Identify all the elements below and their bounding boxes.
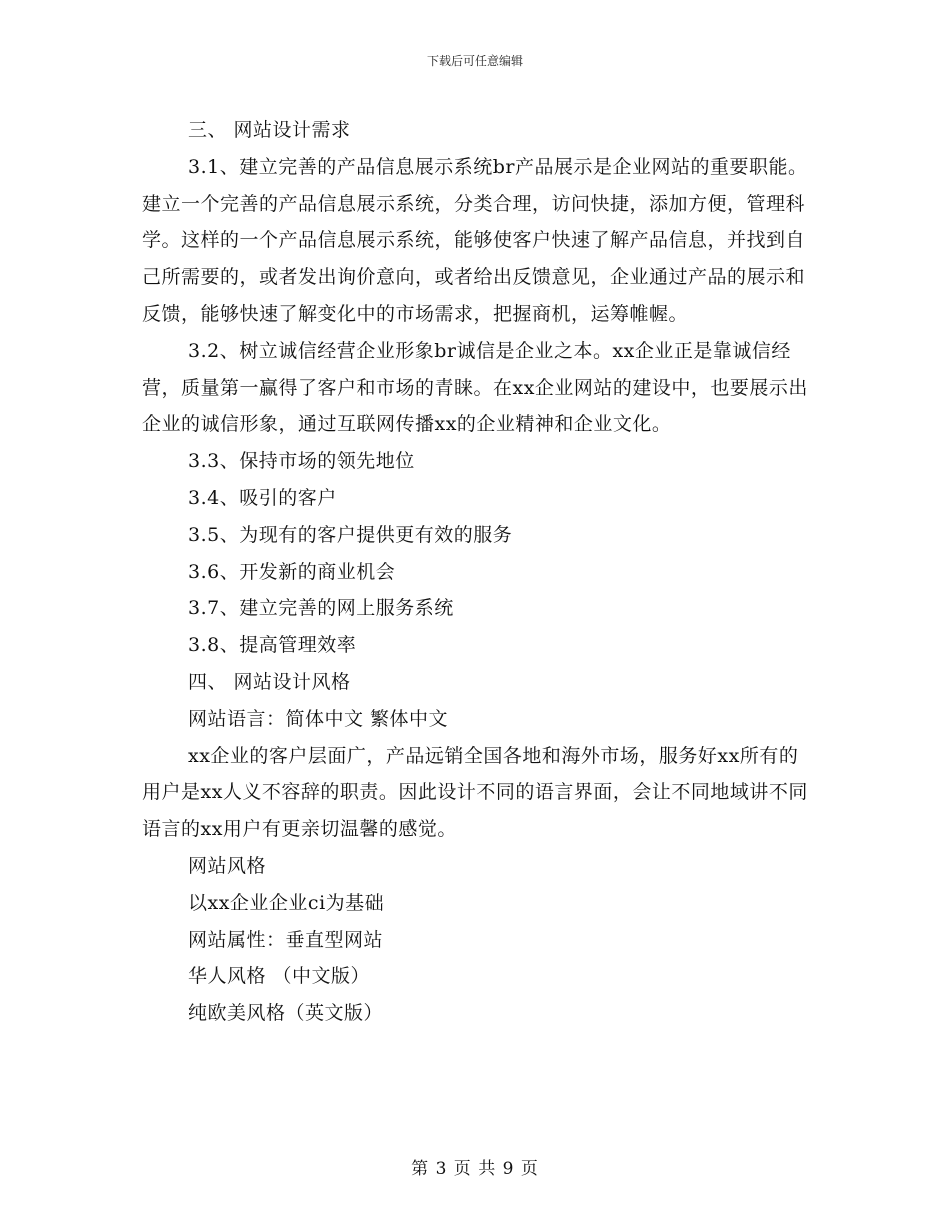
para-3-1: 3.1、建立完善的产品信息展示系统br产品展示是企业网站的重要职能。建立一个完善的产品信息展示系统，分类合理，访问快捷，添加方便，管理科学。这样的一个产品信息展示系统，能够使客户快速了解产品信息，并找到自己所需要的，或者发出询价意向，或者给出反馈意见，企业通过产品的展示和反馈，能够快速了解变化中的市场需求，把握商机，运筹帷幄。 [142, 155, 808, 325]
page-footer: 第 3 页 共 9 页 [411, 1159, 539, 1179]
item-3-7: 3.7、建立完善的网上服务系统 [188, 597, 454, 620]
section-3-heading: 三、 网站设计需求 [188, 119, 351, 141]
language-paragraph: xx企业的客户层面广，产品远销全国各地和海外市场，服务好xx所有的用户是xx人义不容辞的职责。因此设计不同的语言界面，会让不同地域讲不同语言的xx用户有更亲切温馨的感觉。 [142, 744, 808, 841]
document-body [142, 112, 812, 1032]
site-attribute: 网站属性：垂直型网站 [188, 928, 384, 951]
item-3-6: 3.6、开发新的商业机会 [188, 560, 396, 583]
page-header: 下载后可任意编辑 [426, 54, 523, 68]
site-language: 网站语言：简体中文 繁体中文 [188, 707, 449, 730]
item-3-8: 3.8、提高管理效率 [188, 634, 357, 657]
section-4-heading: 四、 网站设计风格 [188, 670, 351, 693]
chinese-style: 华人风格 （中文版） [188, 965, 371, 988]
site-style-heading: 网站风格 [188, 854, 267, 877]
item-3-5: 3.5、为现有的客户提供更有效的服务 [188, 523, 513, 546]
item-3-3: 3.3、保持市场的领先地位 [188, 450, 415, 473]
para-3-2: 3.2、树立诚信经营企业形象br诚信是企业之本。xx企业正是靠诚信经营，质量第一赢得了客户和市场的青睐。在xx企业网站的建设中，也要展示出企业的诚信形象，通过互联网传播xx的企业精神和企业文化。 [142, 339, 808, 436]
item-3-4: 3.4、吸引的客户 [188, 486, 337, 509]
ci-basis: 以xx企业企业ci为基础 [188, 891, 385, 914]
western-style: 纯欧美风格（英文版） [188, 1002, 384, 1025]
